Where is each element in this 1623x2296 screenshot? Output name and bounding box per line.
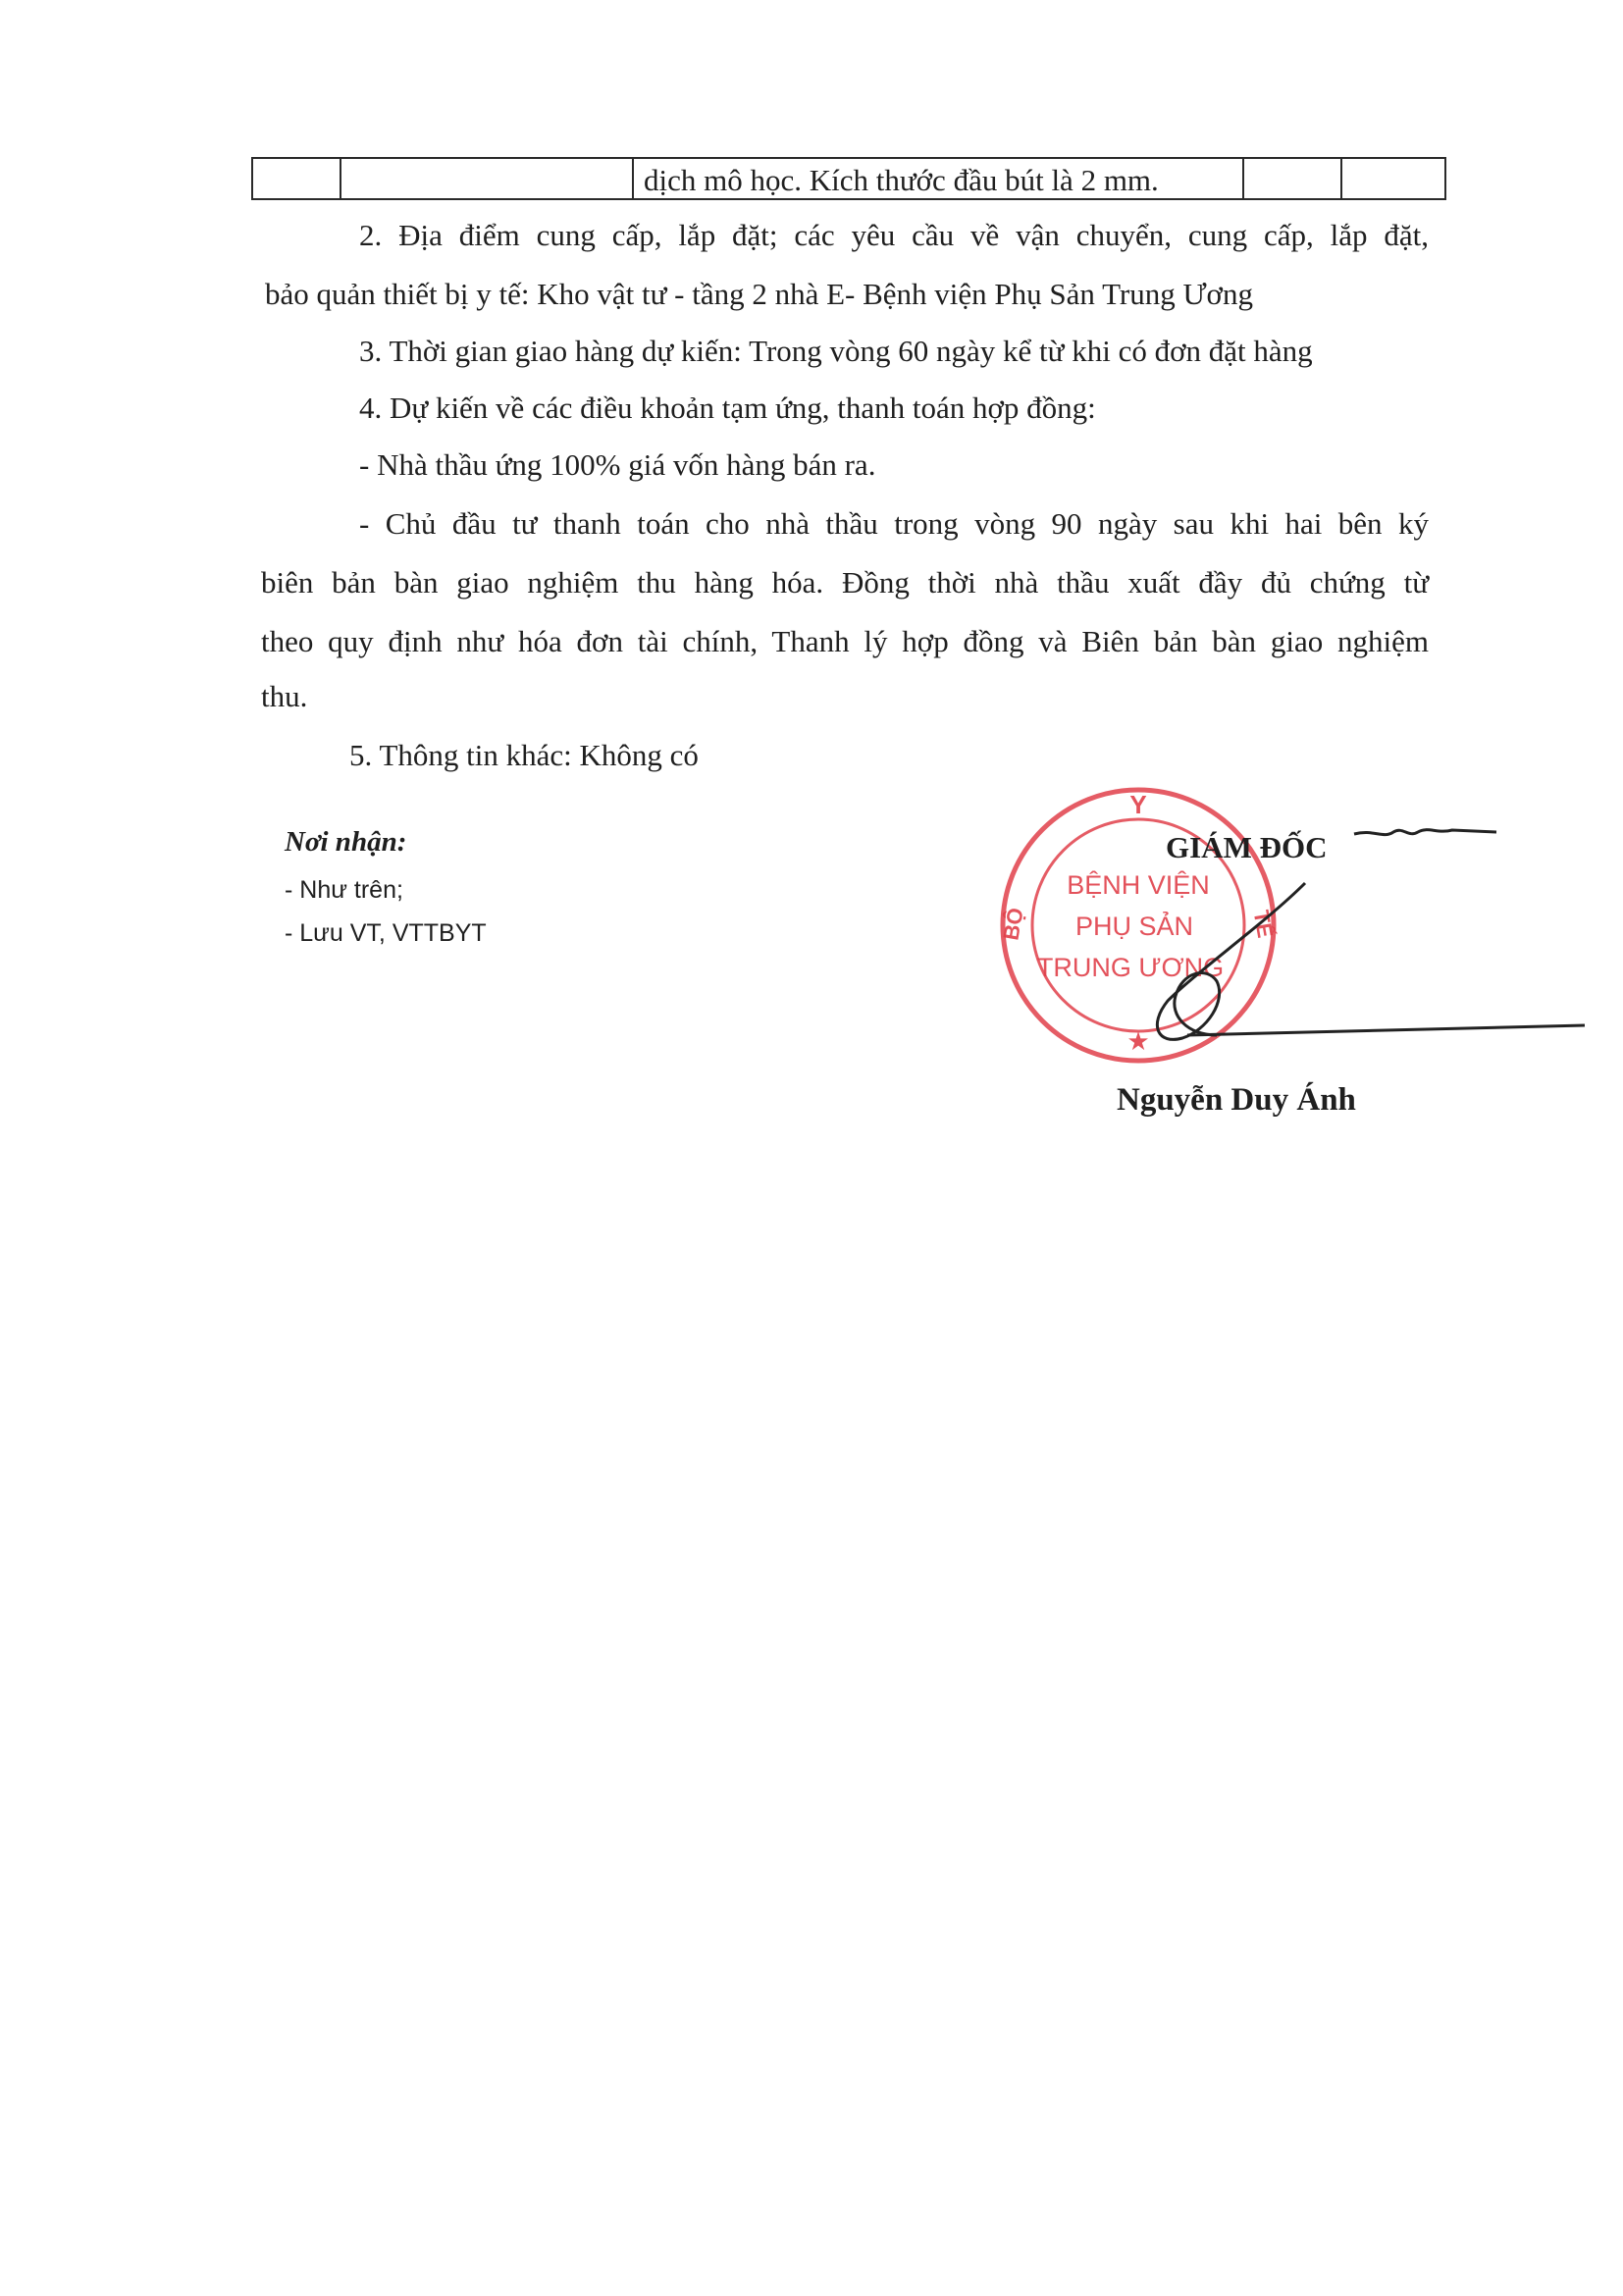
item3: 3. Thời gian giao hàng dự kiến: Trong vòng 60 ngày kể từ khi có đơn đặt hàng [359, 334, 1313, 368]
handwritten-signature [1128, 805, 1590, 1060]
item4-payment-line3: theo quy định như hóa đơn tài chính, Thanh lý hợp đồng và Biên bản bàn giao nghiệm [261, 624, 1429, 658]
stamp-top-letter: Y [1129, 790, 1147, 819]
recipient-item: - Lưu VT, VTTBYT [285, 919, 487, 947]
item5: 5. Thông tin khác: Không có [349, 738, 699, 772]
table-divider [1242, 159, 1244, 198]
recipient-item: - Như trên; [285, 876, 403, 904]
table-divider [340, 159, 341, 198]
stamp-left-text: BỘ [998, 906, 1028, 943]
recipients-title: Nơi nhận: [285, 826, 407, 858]
item4-payment-line1: - Chủ đầu tư thanh toán cho nhà thầu trong vòng 90 ngày sau khi hai bên ký [359, 506, 1429, 541]
table-divider [632, 159, 634, 198]
stamp-star-icon: ★ [1126, 1026, 1150, 1056]
table-cell-description: dịch mô học. Kích thước đầu bút là 2 mm. [644, 163, 1159, 197]
item2-line2: bảo quản thiết bị y tế: Kho vật tư - tầng 2 nhà E- Bệnh viện Phụ Sản Trung Ương [265, 277, 1253, 311]
stamp-right-text: TẾ [1248, 908, 1279, 940]
stamp-line1: BỆNH VIỆN [1067, 870, 1210, 900]
signatory-name: Nguyễn Duy Ánh [1117, 1082, 1356, 1118]
item4: 4. Dự kiến về các điều khoản tạm ứng, thanh toán hợp đồng: [359, 391, 1096, 425]
stamp-line3: TRUNG ƯƠNG [1036, 953, 1225, 982]
item4-advance: - Nhà thầu ứng 100% giá vốn hàng bán ra. [359, 447, 876, 482]
stamp-line2: PHỤ SẢN [1074, 912, 1194, 941]
item2-line1: 2. Địa điểm cung cấp, lắp đặt; các yêu cầu về vận chuyển, cung cấp, lắp đặt, [359, 218, 1429, 252]
signatory-title: GIÁM ĐỐC [1166, 830, 1328, 864]
item-table-fragment [251, 157, 1446, 200]
table-divider [1340, 159, 1342, 198]
item4-payment-line4: thu. [261, 679, 308, 713]
item4-payment-line2: biên bản bàn giao nghiệm thu hàng hóa. Đồng thời nhà thầu xuất đầy đủ chứng từ [261, 565, 1429, 600]
